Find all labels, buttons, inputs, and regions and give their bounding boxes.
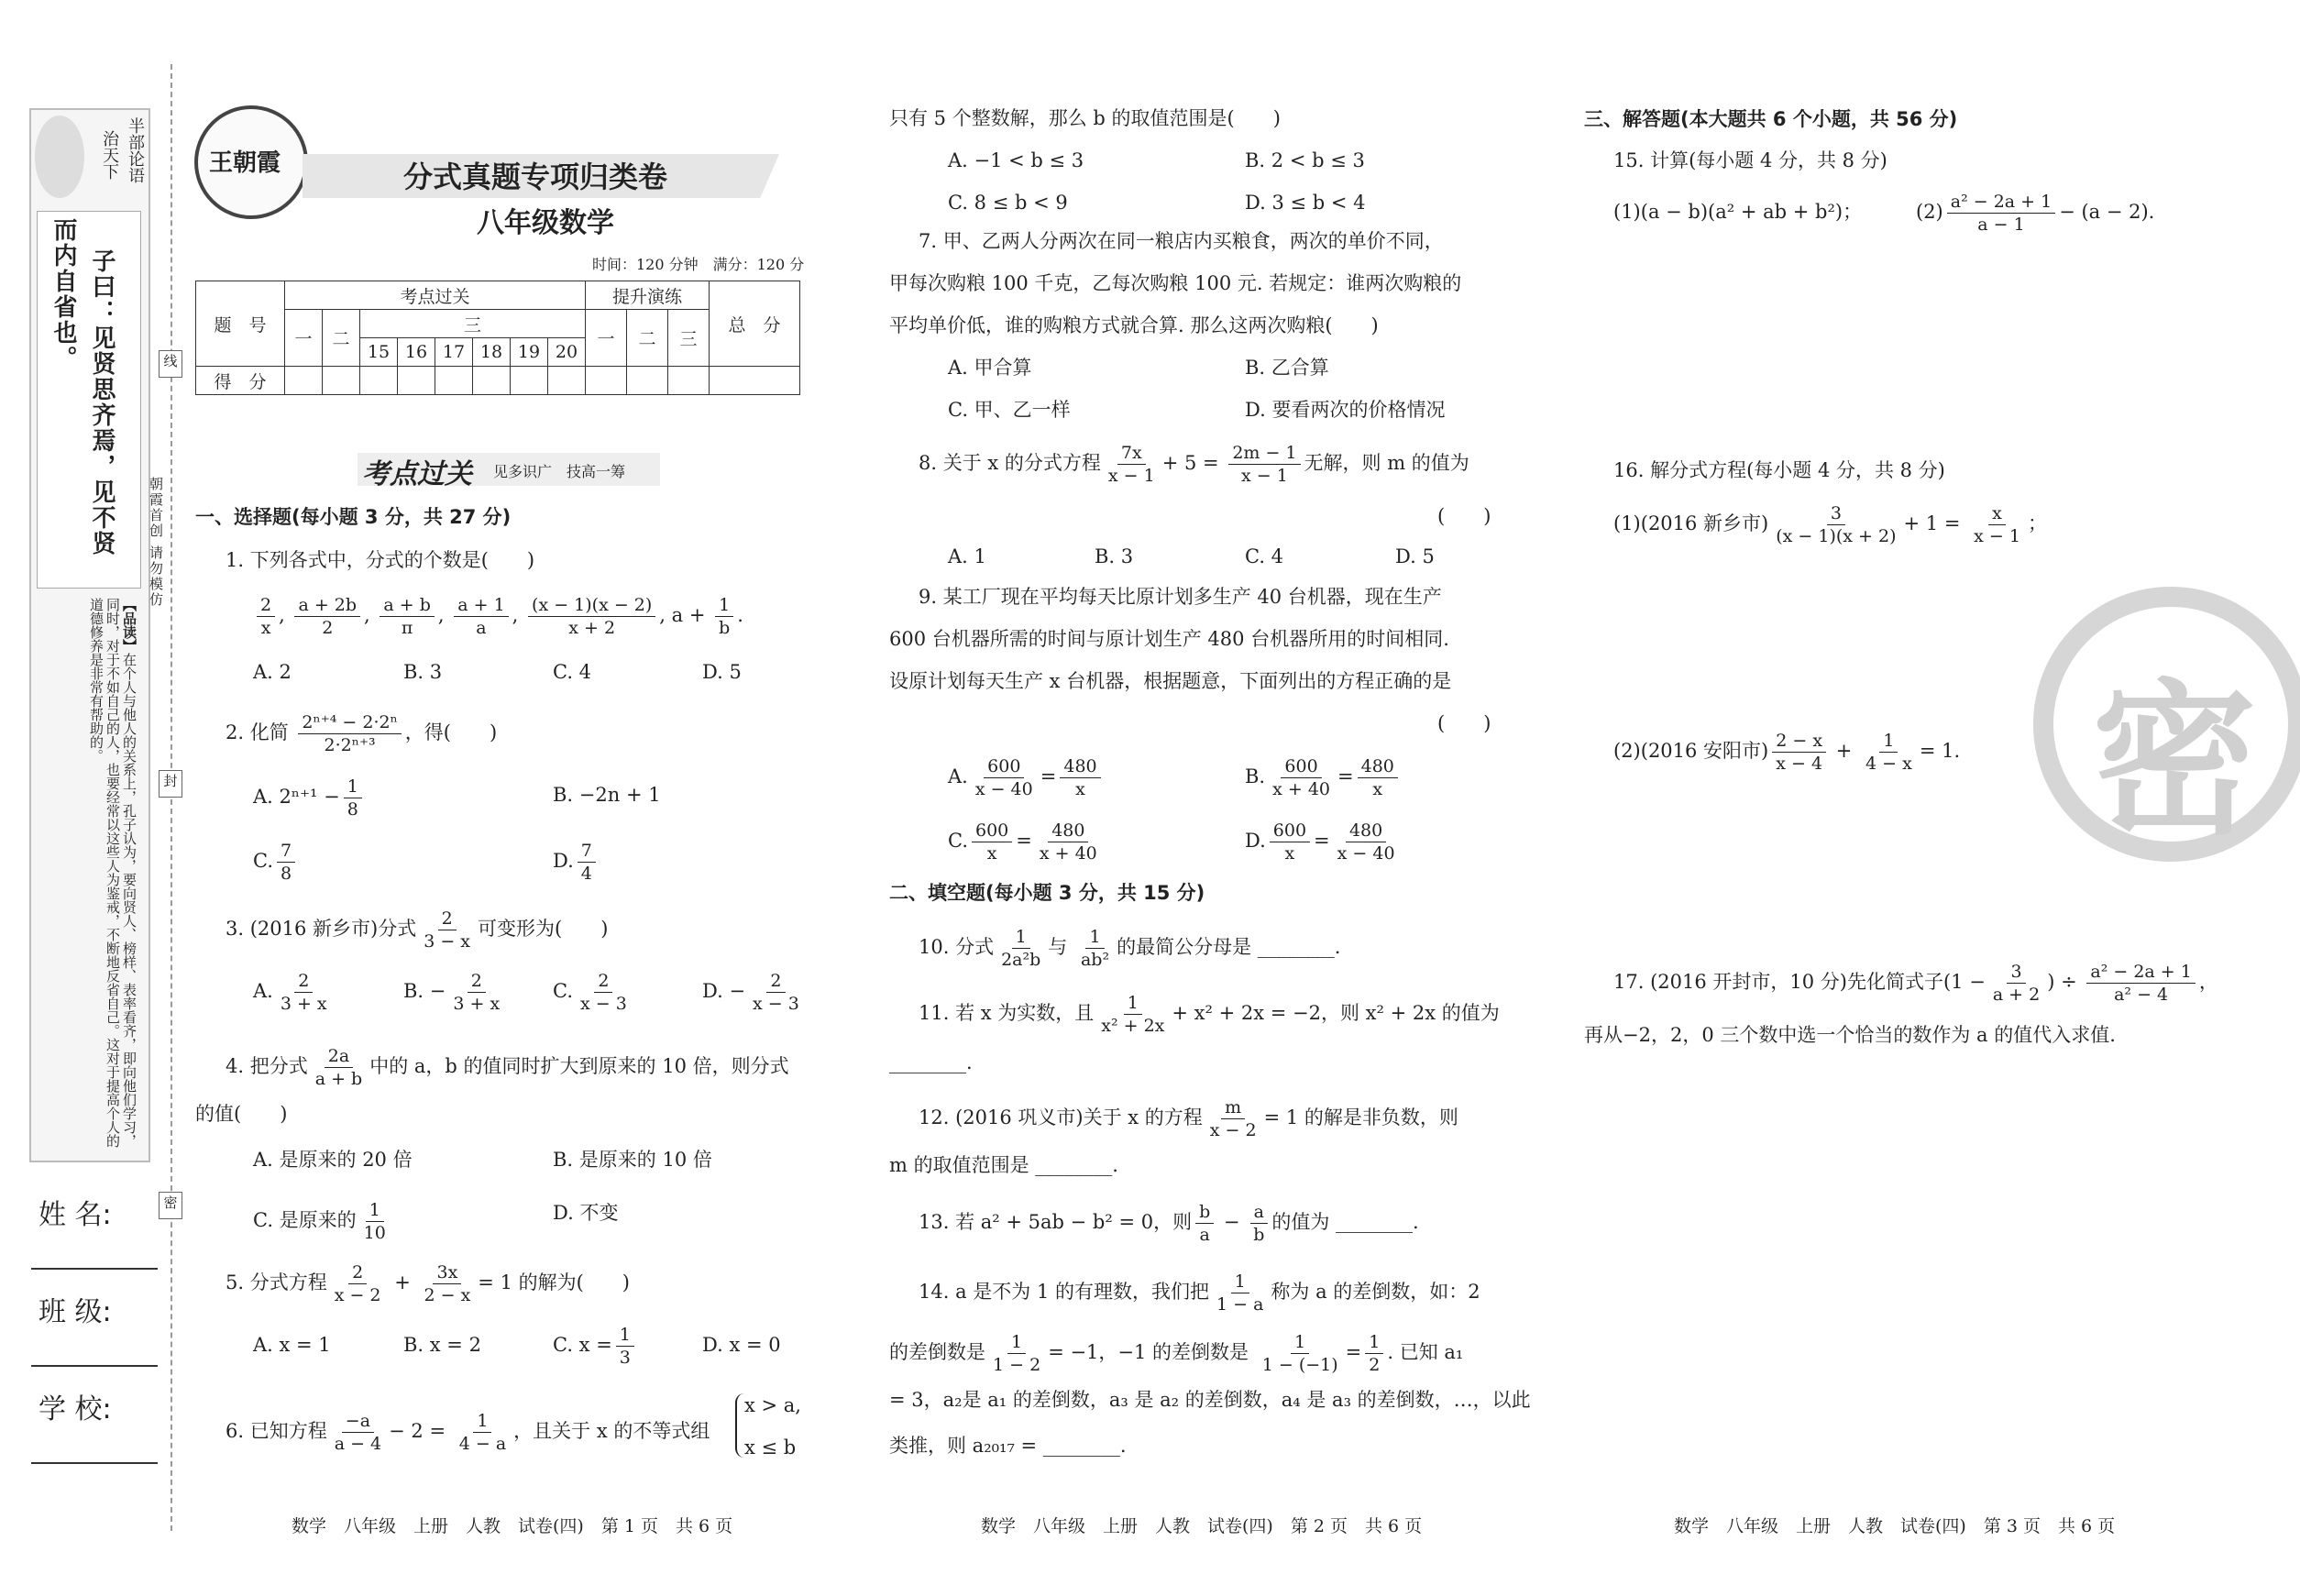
question-8: 8. 关于 x 的分式方程 $\frac{7x}{x - 1}$ + 5 = $\frac{2m - 1}{x - 1}$ 无解，则 m 的值为: [919, 443, 1469, 486]
score-cell[interactable]: [710, 367, 800, 395]
question-7-line3: 平均单价低，谁的购粮方式就合算. 那么这两次购粮( ): [889, 314, 1379, 336]
col-total: 总 分: [710, 281, 800, 367]
q9-option-c[interactable]: C. $\frac{600}{x}$ = $\frac{480}{x + 40}$: [948, 820, 1097, 864]
score-cell[interactable]: [398, 367, 435, 395]
q5-option-d[interactable]: D. x = 0: [702, 1334, 781, 1356]
q4-option-b[interactable]: B. 是原来的 10 倍: [553, 1149, 712, 1171]
col-15: 15: [360, 338, 398, 367]
question-12-line2[interactable]: m 的取值范围是 ________.: [889, 1154, 1118, 1176]
q8-option-a[interactable]: A. 1: [948, 545, 986, 567]
q5-option-b[interactable]: B. x = 2: [403, 1334, 481, 1356]
class-field[interactable]: [31, 1365, 158, 1367]
q5-option-a[interactable]: A. x = 1: [253, 1334, 331, 1356]
q1-expressions: $\frac{2}{x}$ , $\frac{a + 2b}{2}$ , $\frac{a + b}{\pi}$ , $\frac{a + 1}{a}$ , $\frac{(x - 1)(x - 2)}{x + 2}$ , a + $\frac{1}{b}$ .: [253, 594, 743, 639]
row-defen: 得 分: [196, 367, 285, 395]
q6-system-2: x ≤ b: [744, 1436, 797, 1458]
banner-title: 考点过关: [362, 458, 472, 490]
section-2-title: 二、填空题(每小题 3 分，共 15 分): [889, 882, 1205, 904]
group-kaodian: 考点过关: [285, 281, 586, 310]
q16-part1: (1)(2016 新乡市) $\frac{3}{(x - 1)(x + 2)}$ + 1 = $\frac{x}{x - 1}$ ；: [1613, 503, 2047, 546]
q8-option-d[interactable]: D. 5: [1395, 545, 1435, 567]
school-field[interactable]: [31, 1462, 158, 1464]
time-score: 时间：120 分钟 满分：120 分: [592, 256, 805, 273]
logo: [194, 105, 308, 219]
q4-option-c[interactable]: C. 是原来的 $\frac{1}{10}$: [253, 1200, 386, 1243]
col-17: 17: [435, 338, 473, 367]
question-10: 10. 分式 $\frac{1}{\text{2a²b}}$ 与 $\frac{1}{\text{ab²}}$ 的最简公分母是 ________.: [919, 927, 1341, 970]
dash-mark-1: 线: [159, 350, 182, 378]
score-cell[interactable]: [627, 367, 668, 395]
question-7-line2: 甲每次购粮 100 千克，乙每次购粮 100 元. 若规定：谁两次购粮的: [889, 272, 1462, 294]
section-3-title: 三、解答题(本大题共 6 个小题，共 56 分): [1584, 108, 1958, 130]
col-3: 三: [360, 310, 586, 338]
question-1: 1. 下列各式中，分式的个数是( ): [226, 549, 535, 571]
q5-option-c[interactable]: C. x = $\frac{1}{3}$: [553, 1324, 638, 1369]
page-title: 分式真题专项归类卷: [403, 160, 668, 194]
vertical-note: 朝霞首创 请勿模仿: [148, 477, 164, 608]
score-cell[interactable]: [548, 367, 586, 395]
section-1-title: 一、选择题(每小题 3 分，共 27 分): [195, 506, 512, 528]
question-9-line3: 设原计划每天生产 x 台机器，根据题意，下面列出的方程正确的是: [889, 670, 1452, 692]
score-cell[interactable]: [285, 367, 323, 395]
quote-panel: [29, 108, 150, 1162]
col-19: 19: [511, 338, 548, 367]
col-p2: 二: [627, 310, 668, 367]
stamp-text: 密: [2092, 666, 2258, 857]
quote-box: [37, 211, 141, 589]
question-11-line2[interactable]: ________.: [889, 1051, 973, 1073]
q2-option-c[interactable]: C. $\frac{7}{8}$: [253, 840, 299, 885]
col-tihao: 题 号: [196, 281, 285, 367]
group-tisheng: 提升演练: [586, 281, 710, 310]
q2-option-a[interactable]: A. 2ⁿ⁺¹ − $\frac{1}{8}$: [253, 776, 366, 820]
score-table: [195, 281, 800, 395]
col-16: 16: [398, 338, 435, 367]
col-18: 18: [473, 338, 511, 367]
q4-option-a[interactable]: A. 是原来的 20 倍: [253, 1149, 413, 1171]
q8-option-c[interactable]: C. 4: [1245, 545, 1284, 567]
col-p3: 三: [668, 310, 710, 367]
question-9-line2: 600 台机器所需的时间与原计划生产 480 台机器所用的时间相同.: [889, 628, 1449, 650]
question-14-line4[interactable]: 类推，则 a₂₀₁₇ = ________.: [889, 1435, 1127, 1457]
score-cell[interactable]: [668, 367, 710, 395]
question-11: 11. 若 x 为实数，且 $\frac{1}{\text{x² + 2x}}$ + x² + 2x = −2，则 x² + 2x 的值为: [919, 993, 1500, 1036]
class-label: 班 级:: [39, 1296, 112, 1328]
q15-part2: (2) $\frac{\text{a² − 2a + 1}}{a - 1}$ − (a − 2).: [1916, 192, 2155, 235]
q9-option-d[interactable]: D. $\frac{600}{x}$ = $\frac{480}{x - 40}$: [1245, 820, 1395, 864]
q7-option-d[interactable]: D. 要看两次的价格情况: [1245, 399, 1446, 421]
banner-sub: 见多识广 技高一筹: [493, 463, 626, 480]
question-14-line3: = 3，a₂是 a₁ 的差倒数，a₃ 是 a₂ 的差倒数，a₄ 是 a₃ 的差倒数，…，以此: [889, 1389, 1531, 1411]
question-17: 17. (2016 开封市，10 分)先化简式子(1 − $\frac{3}{a + 2}$ ) ÷ $\frac{\text{a² − 2a + 1}}{\text{a² − 4}}$ ，: [1613, 962, 2218, 1005]
corner-text-1: 半部论语: [126, 117, 145, 183]
reading-box: [37, 596, 139, 1150]
q3-option-a[interactable]: A. $\frac{2}{3 + x}$: [253, 971, 327, 1014]
name-label: 姓 名:: [39, 1199, 112, 1231]
name-field[interactable]: [31, 1268, 158, 1270]
q6-option-b[interactable]: B. 2 < b ≤ 3: [1245, 149, 1365, 171]
question-14-line1: 14. a 是不为 1 的有理数，我们把 $\frac{1}{1 - a}$ 称为 a 的差倒数，如：2: [919, 1271, 1480, 1315]
q3-option-c[interactable]: C. $\frac{2}{x - 3}$: [553, 971, 627, 1014]
cut-line: [171, 64, 172, 1531]
col-p1: 一: [586, 310, 627, 367]
col-1: 一: [285, 310, 323, 367]
q2-option-b[interactable]: B. −2n + 1: [553, 784, 661, 806]
q1-option-b[interactable]: B. 3: [403, 661, 443, 683]
quote-left: 而内自省也。: [50, 217, 77, 371]
score-cell[interactable]: [435, 367, 473, 395]
question-4: 4. 把分式 $\frac{2a}{a + b}$ 中的 a，b 的值同时扩大到原来的 10 倍，则分式: [226, 1046, 789, 1089]
q6-option-a[interactable]: A. −1 < b ≤ 3: [948, 149, 1084, 171]
question-13: 13. 若 a² + 5ab − b² = 0，则 $\frac{b}{a}$ − $\frac{a}{b}$ 的值为 ________.: [919, 1202, 1419, 1245]
q8-option-b[interactable]: B. 3: [1095, 545, 1134, 567]
question-14-line2: 的差倒数是 $\frac{1}{1 - 2}$ = −1，−1 的差倒数是 $\frac{1}{1 - (-1)}$ = $\frac{1}{2}$ . 已知 a₁: [889, 1332, 1464, 1375]
col-20: 20: [548, 338, 586, 367]
question-3: 3. (2016 新乡市)分式 $\frac{2}{3 - x}$ 可变形为( ): [226, 908, 609, 952]
question-2: 2. 化简 $\frac{\text{2ⁿ⁺⁴ − 2·2ⁿ}}{\text{2·2ⁿ⁺³}}$ ，得( ): [226, 712, 498, 755]
footer-page-1: 数学 八年级 上册 人教 试卷(四) 第 1 页 共 6 页: [292, 1516, 733, 1536]
q3-option-d[interactable]: D. − $\frac{2}{x - 3}$: [702, 971, 799, 1014]
q6-system-1: x > a,: [744, 1394, 801, 1416]
score-cell[interactable]: [323, 367, 360, 395]
corner-text-2: 治天下: [100, 130, 119, 180]
q6-continued: 只有 5 个整数解，那么 b 的取值范围是( ): [889, 107, 1281, 129]
q8-paren: ( ): [1437, 505, 1491, 527]
q1-option-c[interactable]: C. 4: [553, 661, 592, 683]
q9-option-a[interactable]: A. $\frac{600}{x - 40}$ = $\frac{480}{x}$: [948, 755, 1105, 800]
q15-part1: (1)(a − b)(a² + ab + b²)；: [1613, 201, 1863, 223]
dash-mark-3: 密: [159, 1192, 182, 1219]
q6-option-d[interactable]: D. 3 ≤ b < 4: [1245, 192, 1366, 214]
q2-option-d[interactable]: D. $\frac{7}{4}$: [553, 840, 600, 885]
question-9-line1: 9. 某工厂现在平均每天比原计划多生产 40 台机器，现在生产: [919, 586, 1442, 608]
q1-option-d[interactable]: D. 5: [702, 661, 742, 683]
score-cell[interactable]: [511, 367, 548, 395]
reading-text: 【品读】在个人与他人的关系上，孔子认为，要向贤人、榜样、表率看齐，即向他们学习，同时，对于不如自己的人，也要经常以这些人为鉴戒，不断地反省自己。这对于提高个人的道德修养是非常有帮助的。: [88, 598, 138, 1148]
page-subtitle: 八年级数学: [477, 207, 614, 239]
logo-text: 王朝霞: [209, 149, 281, 177]
question-17-line2: 再从−2，2，0 三个数中选一个恰当的数作为 a 的值代入求值.: [1584, 1024, 2116, 1046]
footer-page-2: 数学 八年级 上册 人教 试卷(四) 第 2 页 共 6 页: [981, 1516, 1423, 1536]
q9-paren: ( ): [1437, 712, 1491, 734]
q4-option-d[interactable]: D. 不变: [553, 1202, 619, 1224]
question-15: 15. 计算(每小题 4 分，共 8 分): [1613, 149, 1887, 171]
score-cell[interactable]: [586, 367, 627, 395]
question-16: 16. 解分式方程(每小题 4 分，共 8 分): [1613, 459, 1945, 481]
question-4-line2: 的值( ): [195, 1103, 288, 1125]
q7-option-a[interactable]: A. 甲合算: [948, 357, 1032, 379]
score-cell[interactable]: [360, 367, 398, 395]
quote-right: 子曰：见贤思齐焉，见不贤: [88, 248, 116, 556]
confucius-image: [35, 116, 84, 198]
q1-option-a[interactable]: A. 2: [253, 661, 292, 683]
q3-option-b[interactable]: B. − $\frac{2}{3 + x}$: [403, 971, 501, 1014]
question-7-line1: 7. 甲、乙两人分两次在同一粮店内买粮食，两次的单价不同，: [919, 230, 1444, 252]
score-cell[interactable]: [473, 367, 511, 395]
q9-option-b[interactable]: B. $\frac{600}{x + 40}$ = $\frac{480}{x}$: [1245, 755, 1402, 800]
dash-mark-2: 封: [159, 770, 182, 798]
q16-part2: (2)(2016 安阳市) $\frac{2 - x}{x - 4}$ + $\frac{1}{4 - x}$ = 1.: [1613, 731, 1961, 774]
confidential-stamp: [2033, 587, 2300, 862]
q6-option-c[interactable]: C. 8 ≤ b < 9: [948, 192, 1068, 214]
footer-page-3: 数学 八年级 上册 人教 试卷(四) 第 3 页 共 6 页: [1674, 1516, 2116, 1536]
question-5: 5. 分式方程 $\frac{2}{x - 2}$ + $\frac{3x}{2 - x}$ = 1 的解为( ): [226, 1262, 630, 1305]
q7-option-b[interactable]: B. 乙合算: [1245, 357, 1329, 379]
question-12: 12. (2016 巩义市)关于 x 的方程 $\frac{m}{x - 2}$ = 1 的解是非负数，则: [919, 1097, 1458, 1140]
question-6: 6. 已知方程 $\frac{-a}{a - 4}$ − 2 = $\frac{1}{4 - a}$ ，且关于 x 的不等式组: [226, 1411, 710, 1454]
col-2: 二: [323, 310, 360, 367]
school-label: 学 校:: [39, 1393, 112, 1425]
q7-option-c[interactable]: C. 甲、乙一样: [948, 399, 1071, 421]
